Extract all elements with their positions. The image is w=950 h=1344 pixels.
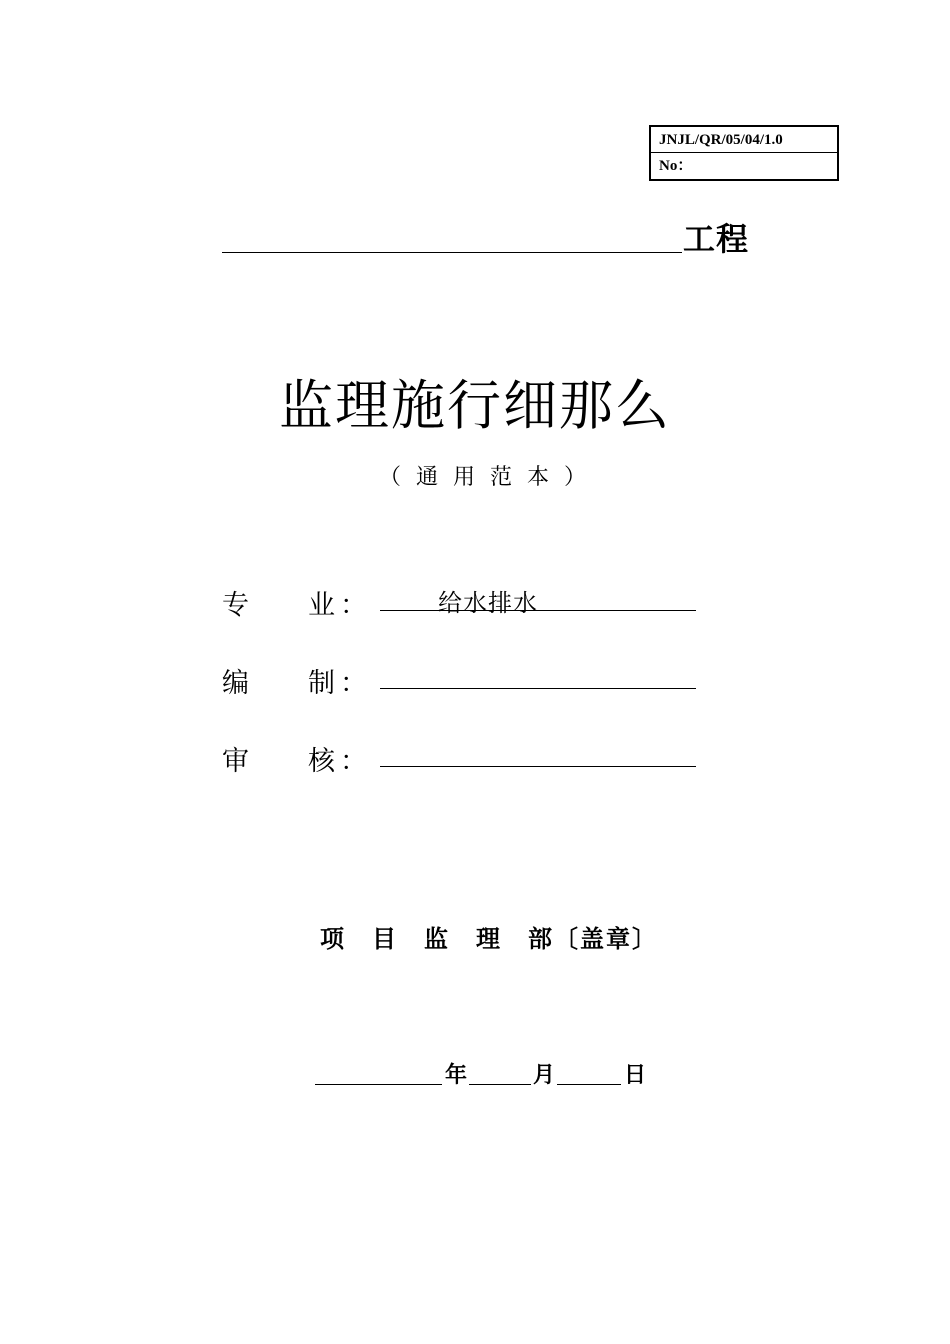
month-label: 月 <box>533 1063 556 1088</box>
document-code-box <box>649 125 839 181</box>
year-label: 年 <box>445 1063 468 1088</box>
compiled-by-field[interactable] <box>380 688 696 689</box>
project-suffix: 工程 <box>683 220 750 258</box>
project-supervision-department: 项 目 监 理 部〔盖章〕 <box>320 919 658 954</box>
document-subtitle: （通用范本） <box>378 465 601 490</box>
document-title: 监理施行细那么 <box>279 374 671 437</box>
project-name-blank[interactable] <box>222 252 682 253</box>
specialty-field[interactable] <box>380 610 696 611</box>
day-blank[interactable] <box>557 1084 621 1085</box>
day-label: 日 <box>624 1063 647 1088</box>
year-blank[interactable] <box>315 1084 442 1085</box>
reviewed-by-field[interactable] <box>380 766 696 767</box>
stamp-note: 〔盖章〕 <box>554 925 658 953</box>
specialty-value: 给水排水 <box>438 589 538 617</box>
document-code: JNJL/QR/05/04/1.0 <box>651 127 837 153</box>
month-blank[interactable] <box>469 1084 531 1085</box>
document-number-label: No： <box>659 158 693 174</box>
